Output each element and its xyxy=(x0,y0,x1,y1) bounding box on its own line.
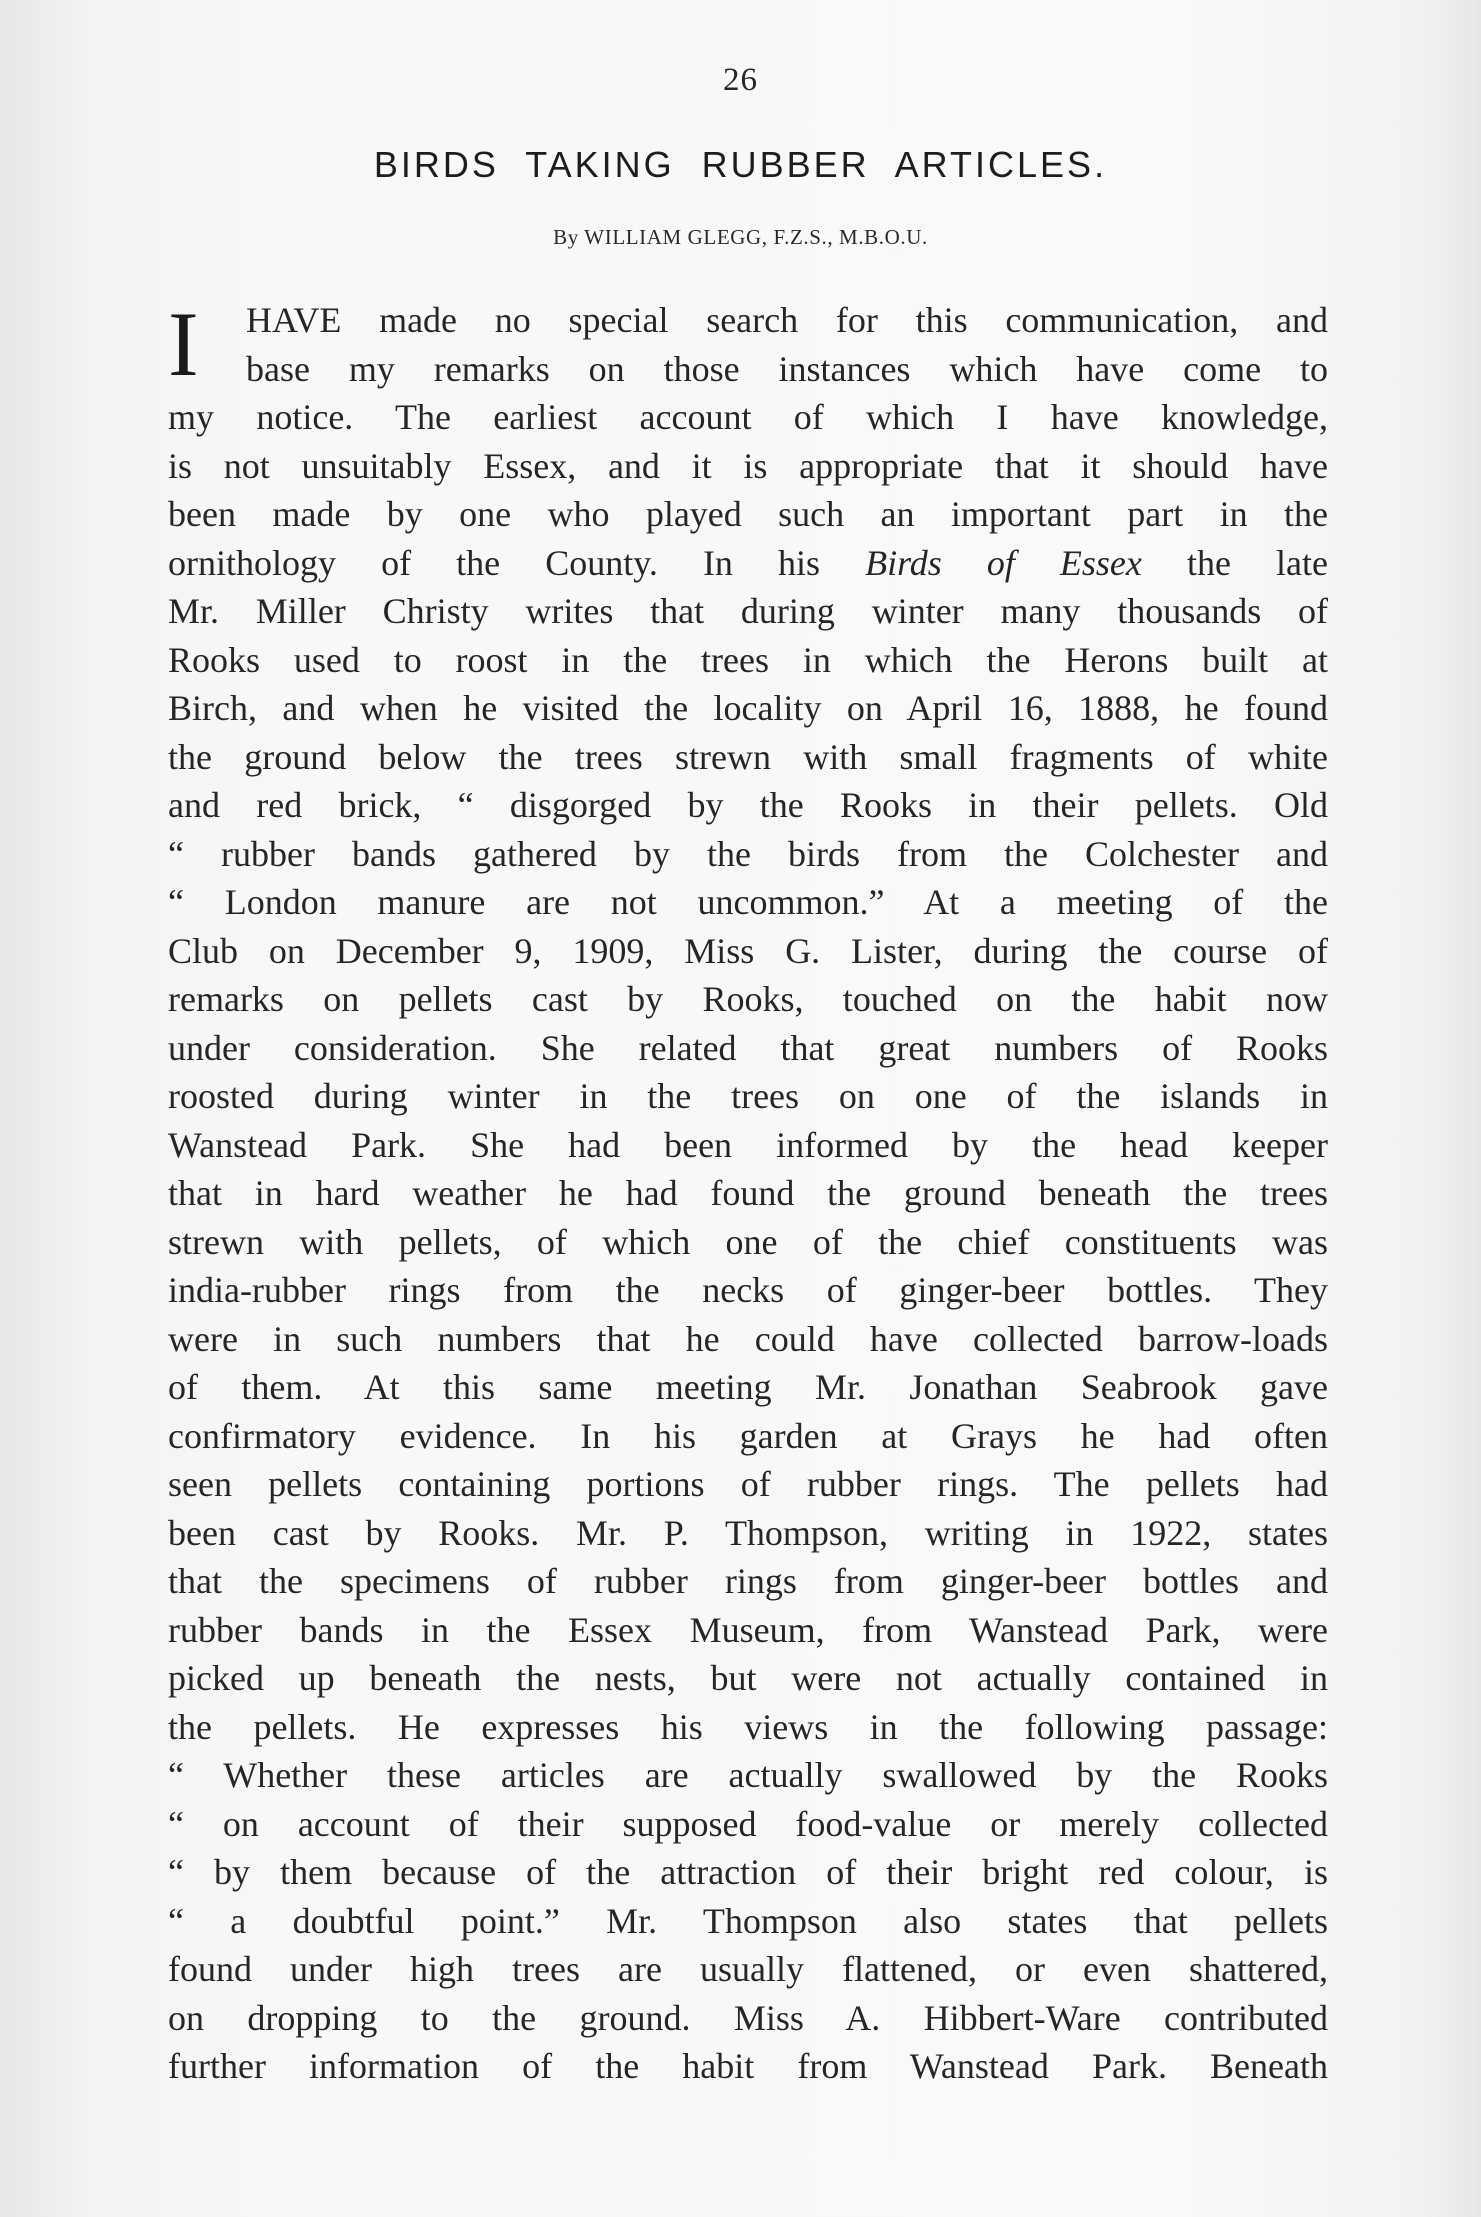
text-line: that the specimens of rubber rings from ginger-beer bottles and xyxy=(168,1561,1328,1601)
text-line: “ a doubtful point.” Mr. Thompson also states that pellets xyxy=(168,1900,1328,1941)
text-line: further information of the habit from Wanstead Park. Beneath xyxy=(168,2046,1328,2086)
text-line: of them. At this same meeting Mr. Jonathan Seabrook gave xyxy=(168,1367,1328,1407)
text-line: HAVE made no special search for this communication, and xyxy=(246,300,1328,340)
text-line: that in hard weather he had found the ground beneath the trees xyxy=(168,1173,1328,1213)
text-line: “ on account of their supposed food-value or merely collected xyxy=(168,1803,1328,1844)
article-body xyxy=(168,293,1328,2091)
page-number: 26 xyxy=(723,62,758,98)
text-line: “ London manure are not uncommon.” At a meeting of the xyxy=(168,882,1328,922)
text-line: Birch, and when he visited the locality on April 16, 1888, he found xyxy=(168,688,1328,728)
text-line: found under high trees are usually flattened, or even shattered, xyxy=(168,1949,1328,1989)
article-byline: By WILLIAM GLEGG, F.Z.S., M.B.O.U. xyxy=(553,225,928,249)
article-title: BIRDS TAKING RUBBER ARTICLES. xyxy=(373,144,1108,185)
text-line: india-rubber rings from the necks of ginger-beer bottles. They xyxy=(168,1270,1328,1310)
text-line: roosted during winter in the trees on one of the islands in xyxy=(168,1076,1328,1116)
text-line: rubber bands in the Essex Museum, from Wanstead Park, were xyxy=(168,1609,1328,1650)
text-line: Rooks used to roost in the trees in which the Herons built at xyxy=(168,639,1328,680)
text-line: under consideration. She related that great numbers of Rooks xyxy=(168,1027,1328,1068)
text-line: been cast by Rooks. Mr. P. Thompson, writing in 1922, states xyxy=(168,1512,1328,1553)
text-line: Club on December 9, 1909, Miss G. Lister, during the course of xyxy=(168,930,1328,971)
text-line: confirmatory evidence. In his garden at Grays he had often xyxy=(168,1415,1328,1456)
text-line: seen pellets containing portions of rubber rings. The pellets had xyxy=(168,1464,1328,1504)
italic-book-title: Birds of Essex xyxy=(865,542,1142,583)
drop-cap: I xyxy=(168,293,199,395)
text-line: “ by them because of the attraction of their bright red colour, is xyxy=(168,1852,1328,1892)
text-line: is not unsuitably Essex, and it is appropriate that it should have xyxy=(168,445,1328,486)
text-line: “ rubber bands gathered by the birds from the Colchester and xyxy=(168,833,1328,874)
text-line: picked up beneath the nests, but were not actually contained in xyxy=(168,1658,1328,1698)
text-line: been made by one who played such an important part in the xyxy=(168,494,1328,534)
text-line: on dropping to the ground. Miss A. Hibbert-Ware contributed xyxy=(168,1997,1328,2038)
text-line: the pellets. He expresses his views in the following passage: xyxy=(168,1706,1328,1747)
text-line: strewn with pellets, of which one of the chief constituents was xyxy=(168,1221,1328,1262)
text-line: base my remarks on those instances which have come to xyxy=(246,348,1328,389)
text-line: Wanstead Park. She had been informed by the head keeper xyxy=(168,1124,1328,1165)
text-line: the ground below the trees strewn with small fragments of white xyxy=(168,736,1328,777)
text-line: Mr. Miller Christy writes that during winter many thousands of xyxy=(168,591,1328,631)
text-line: ornithology of the County. In his Birds of Essex the late xyxy=(168,542,1328,583)
text-line: and red brick, “ disgorged by the Rooks in their pellets. Old xyxy=(168,785,1328,825)
text-line: remarks on pellets cast by Rooks, touched on the habit now xyxy=(168,979,1328,1019)
text-line: my notice. The earliest account of which I have knowledge, xyxy=(168,397,1328,437)
text-line: were in such numbers that he could have collected barrow-loads xyxy=(168,1318,1328,1359)
text-line: “ Whether these articles are actually swallowed by the Rooks xyxy=(168,1755,1328,1795)
